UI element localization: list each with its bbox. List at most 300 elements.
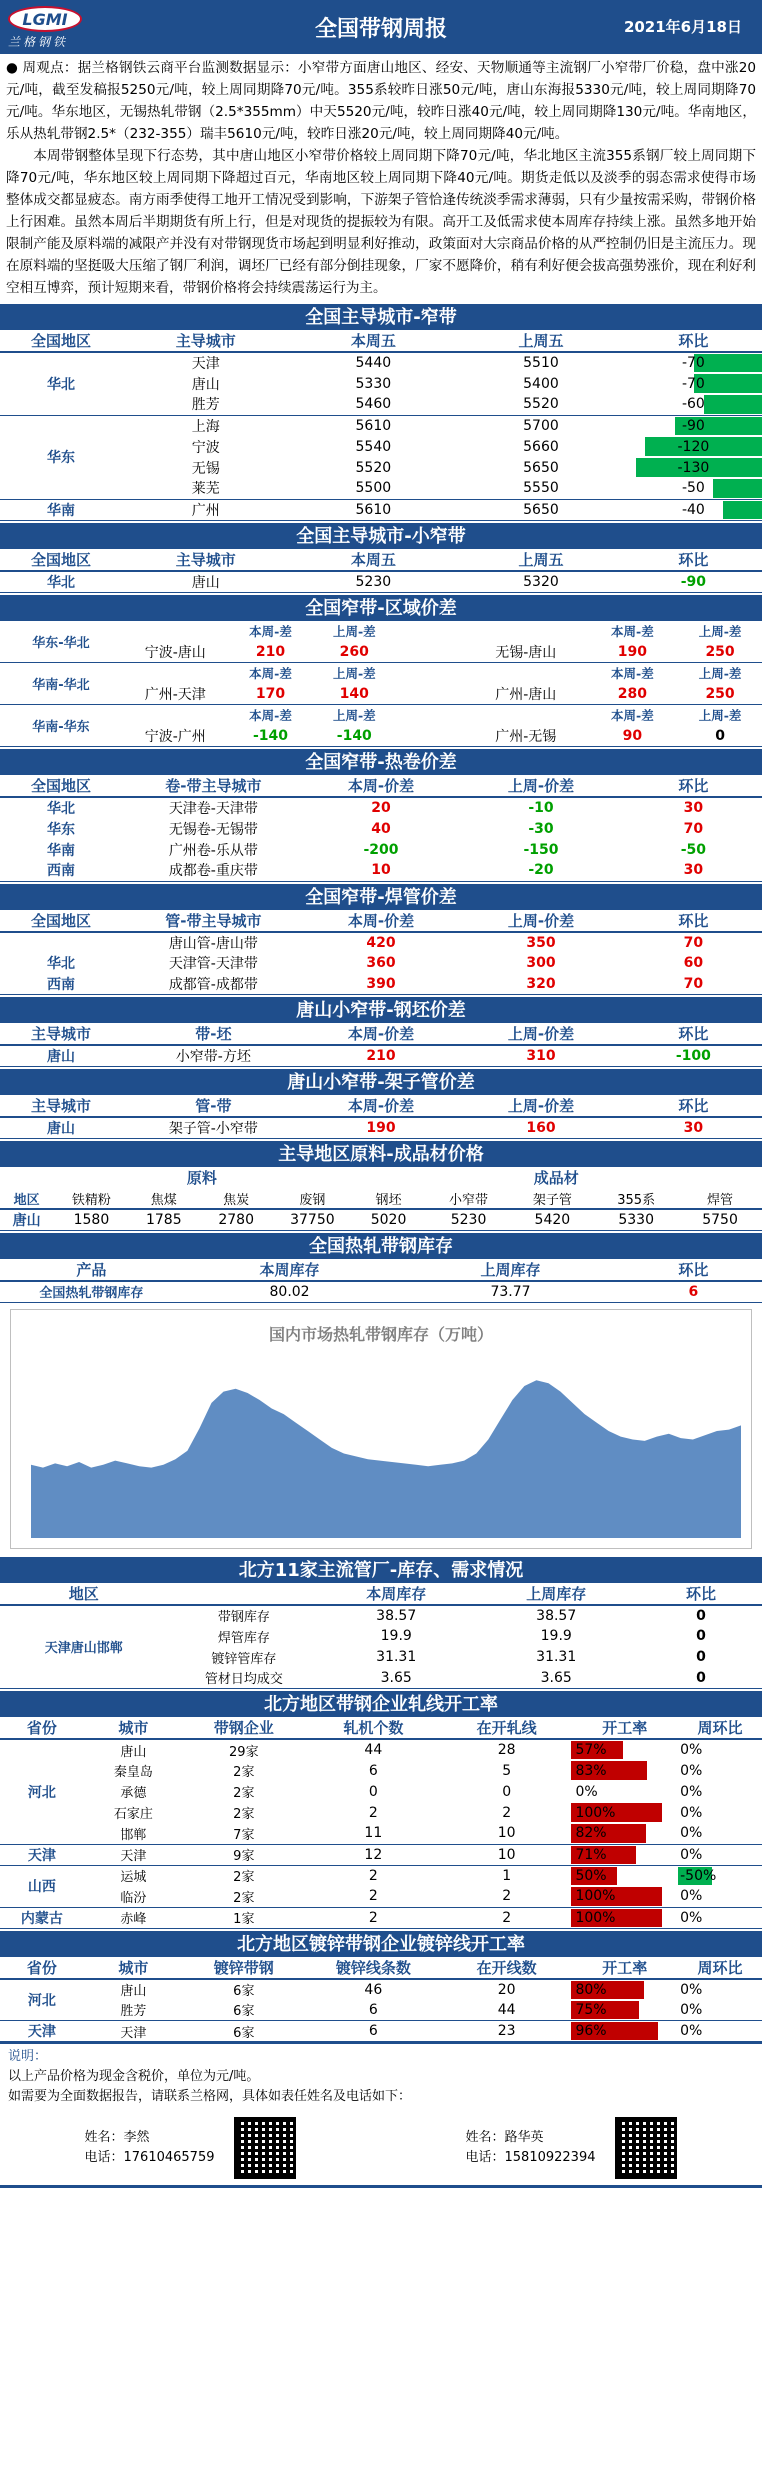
rate-bar-cell — [571, 1886, 678, 1907]
change-cell: -100 — [675, 1048, 711, 1064]
this-week-cell: 80.02 — [269, 1283, 310, 1300]
change-value: -120 — [677, 438, 710, 455]
city-cell: 临汾 — [120, 1890, 147, 1906]
logo-mark: LGMI — [8, 6, 82, 32]
col-header: 上周-价差 — [507, 1025, 575, 1043]
report-title: 全国带钢周报 — [314, 16, 447, 42]
table-row — [0, 953, 762, 974]
col-header: 本周-价差 — [347, 1025, 415, 1043]
company-count-cell: 2家 — [233, 1890, 255, 1906]
table-header-row — [0, 1717, 762, 1739]
col-header: 主导城市 — [175, 550, 236, 569]
week-change-cell — [678, 1865, 762, 1886]
blank-cell — [122, 663, 229, 684]
pair-cell: 宁波-唐山 — [144, 644, 206, 661]
city-cell: 邯郸 — [120, 1827, 147, 1843]
rate-bar-cell — [571, 1823, 678, 1844]
last-week-cell: -10 — [528, 800, 554, 816]
rate-bar-cell — [571, 1781, 678, 1802]
col-header: 本周五 — [350, 550, 396, 569]
price-cell: 5420 — [534, 1212, 571, 1228]
this-week-cell: 19.9 — [380, 1628, 412, 1644]
change-cell: 6 — [688, 1283, 699, 1300]
last-week-cell: 250 — [705, 643, 735, 660]
blank-cell — [396, 684, 465, 705]
this-week-cell: 90 — [622, 727, 643, 744]
city-cell: 唐山 — [46, 1049, 75, 1065]
this-week-cell: 5520 — [355, 459, 392, 476]
pair-cell: 唐山管-唐山带 — [168, 935, 258, 952]
table-header-row — [0, 1957, 762, 1979]
blank-cell — [396, 642, 465, 663]
sub-header: 上周-差 — [698, 666, 742, 682]
change-value: -70 — [681, 375, 705, 392]
table-row — [0, 2000, 762, 2021]
col-header: 主导城市 — [30, 1097, 91, 1115]
line-count-cell: 6 — [368, 2001, 378, 2018]
change-bar — [723, 501, 762, 519]
col-header: 产品 — [76, 1261, 107, 1279]
week-change-cell — [678, 1907, 762, 1928]
change-value: -60 — [681, 396, 705, 413]
table-header-row — [0, 1259, 762, 1281]
change-cell: 30 — [683, 862, 704, 879]
region-cell: 华北 — [46, 801, 75, 817]
week-change-cell — [678, 1739, 762, 1760]
inventory-table — [0, 1259, 762, 1303]
chart-title: 国内市场热轧带钢库存（万吨） — [268, 1324, 493, 1344]
rate-bar-cell — [571, 1865, 678, 1886]
change-bar-cell — [625, 415, 762, 436]
city-cell: 天津 — [120, 2025, 147, 2041]
pair-cell: 天津管-天津带 — [168, 956, 258, 972]
contact-2-phone[interactable]: 电话：15810922394 — [465, 2149, 596, 2165]
table-header-row — [0, 549, 762, 571]
col-header: 本周-价差 — [347, 911, 415, 930]
change-cell: 70 — [683, 934, 704, 951]
line-count-cell: 0 — [368, 1783, 378, 1800]
price-cell: 1580 — [73, 1212, 110, 1228]
city-cell: 石家庄 — [113, 1807, 153, 1822]
open-line-cell: 2 — [502, 1888, 512, 1905]
rate-value: 83% — [575, 1762, 607, 1779]
table-row — [0, 2021, 762, 2042]
this-week-cell: -140 — [252, 727, 288, 744]
col-header: 在开线数 — [476, 1958, 537, 1977]
sub-header: 上周-差 — [332, 666, 376, 682]
region-cell: 华南 — [46, 842, 75, 859]
section-title-welded-pipe-spread: 全国窄带-焊管价差 — [0, 882, 762, 910]
table-header-row — [0, 775, 762, 797]
pair-cell: 广州-无锡 — [495, 728, 557, 745]
col-header: 355系 — [617, 1192, 656, 1208]
city-cell: 运城 — [120, 1870, 147, 1886]
city-cell: 上海 — [191, 418, 220, 435]
col-header: 焊管 — [707, 1192, 734, 1208]
col-header: 全国地区 — [30, 332, 91, 350]
week-change-cell — [678, 1979, 762, 2000]
metric-cell: 镀锌管库存 — [211, 1651, 277, 1667]
province-cell: 天津 — [27, 2024, 56, 2040]
last-week-cell: 73.77 — [490, 1283, 531, 1300]
this-week-cell: 5610 — [355, 417, 392, 434]
city-cell: 唐山 — [120, 1984, 147, 1999]
last-week-cell: 5400 — [523, 375, 559, 392]
week-change-value: 0% — [680, 2023, 703, 2039]
week-change-cell — [678, 1844, 762, 1865]
scaffold-spread-table — [0, 1095, 762, 1139]
last-week-cell: 310 — [526, 1048, 556, 1064]
week-change-value: 0% — [680, 1888, 703, 1905]
col-header: 本周五 — [350, 332, 396, 350]
company-count-cell: 6家 — [233, 1984, 255, 1999]
change-bar-cell — [625, 436, 762, 457]
table-row — [0, 1281, 762, 1302]
col-header: 焦煤 — [150, 1192, 177, 1208]
province-cell: 河北 — [27, 1784, 56, 1801]
inventory-area-chart — [11, 1310, 751, 1548]
open-line-cell: 44 — [497, 2001, 516, 2018]
table-row — [0, 1605, 762, 1626]
section-title-scaffold-spread: 唐山小窄带-架子管价差 — [0, 1067, 762, 1095]
col-header: 省份 — [26, 1958, 57, 1977]
col-header: 管-带主导城市 — [165, 911, 262, 930]
city-cell: 唐山 — [46, 1121, 75, 1137]
last-week-cell: 160 — [526, 1120, 556, 1136]
hot-coil-spread-table — [0, 775, 762, 882]
week-change-cell — [678, 1802, 762, 1823]
table-row — [0, 860, 762, 881]
report-date: 2021年6月18日 — [623, 18, 742, 36]
last-week-cell: 5700 — [523, 417, 559, 434]
this-week-cell: 360 — [366, 955, 396, 971]
change-bar-cell — [625, 478, 762, 499]
line-count-cell: 2 — [368, 1804, 378, 1821]
pair-cell: 成都管-成都带 — [168, 976, 258, 993]
contact-1 — [0, 2117, 381, 2179]
col-header: 本周-价差 — [347, 777, 415, 795]
raw-material-table — [0, 1167, 762, 1231]
rate-bar-cell — [571, 1979, 678, 2000]
line-count-cell: 2 — [368, 1867, 378, 1884]
this-week-cell: 210 — [366, 1048, 396, 1064]
this-week-cell: 5610 — [355, 501, 392, 518]
col-header: 废钢 — [299, 1192, 326, 1208]
col-header: 卷-带主导城市 — [165, 777, 262, 795]
open-line-cell: 2 — [502, 1909, 512, 1926]
last-week-cell: 300 — [526, 955, 556, 971]
this-week-cell: 20 — [371, 800, 391, 816]
week-change-value: 0% — [680, 1804, 703, 1821]
col-header: 带钢企业 — [213, 1719, 274, 1737]
change-value: -70 — [681, 355, 705, 371]
pair-cell: 宁波-广州 — [144, 728, 206, 745]
change-bar-cell — [625, 499, 762, 520]
welded-pipe-spread-table — [0, 910, 762, 996]
last-week-cell: 31.31 — [536, 1649, 577, 1665]
col-header: 环比 — [678, 777, 709, 795]
line-count-cell: 12 — [364, 1846, 383, 1863]
region-pair-cell: 华南-华东 — [32, 720, 90, 735]
price-cell: 5750 — [702, 1212, 738, 1228]
group-header-row — [0, 1167, 762, 1188]
sub-header: 上周-差 — [698, 624, 742, 639]
last-week-cell: 38.57 — [536, 1607, 577, 1624]
price-cell: 1785 — [145, 1212, 182, 1228]
last-week-cell: 140 — [339, 685, 369, 702]
table-row — [0, 1760, 762, 1781]
col-header: 上周库存 — [480, 1261, 541, 1279]
region-pair-cell: 华南-华北 — [32, 678, 90, 693]
contacts — [0, 2110, 762, 2188]
province-cell: 天津 — [27, 1847, 56, 1864]
this-week-cell: 190 — [366, 1120, 396, 1136]
rate-bar-cell — [571, 1844, 678, 1865]
company-count-cell: 7家 — [233, 1827, 255, 1843]
blank-cell — [396, 726, 465, 747]
change-cell: 60 — [683, 955, 704, 971]
section-title-narrow-strip: 全国主导城市-窄带 — [0, 302, 762, 330]
col-header: 上周-价差 — [507, 1097, 575, 1115]
city-cell: 广州 — [191, 502, 220, 519]
table-row — [0, 1209, 762, 1231]
open-line-cell: 2 — [502, 1804, 512, 1821]
this-week-cell: 5440 — [355, 355, 392, 371]
col-header: 主导城市 — [30, 1025, 91, 1043]
region-cell: 唐山 — [12, 1213, 41, 1229]
table-header-row — [0, 1188, 762, 1209]
rate-value: 57% — [575, 1742, 607, 1758]
sub-header: 上周-差 — [332, 624, 376, 639]
rate-value: 50% — [575, 1867, 607, 1884]
rate-bar-cell — [571, 1760, 678, 1781]
week-change-value: 0% — [680, 1825, 703, 1842]
col-header: 上周-价差 — [507, 911, 575, 930]
billet-spread-table — [0, 1023, 762, 1067]
rate-value: 100% — [575, 1888, 616, 1905]
table-row — [0, 1886, 762, 1907]
company-count-cell: 6家 — [233, 2025, 255, 2041]
col-header: 上周-价差 — [507, 777, 575, 795]
col-header: 环比 — [678, 1261, 709, 1279]
col-header: 周环比 — [697, 1958, 743, 1977]
table-row — [0, 818, 762, 839]
sub-header: 本周-差 — [611, 624, 654, 639]
week-change-cell — [678, 1781, 762, 1802]
table-row — [0, 1739, 762, 1760]
week-change-value: 0% — [680, 1762, 703, 1779]
this-week-cell: 280 — [617, 685, 648, 702]
col-header: 镀锌线条数 — [335, 1958, 411, 1977]
city-cell: 莱芜 — [191, 481, 220, 498]
blank-cell — [396, 705, 465, 726]
col-header: 架子管 — [532, 1192, 572, 1208]
col-header: 省份 — [26, 1719, 57, 1737]
line-count-cell: 2 — [368, 1909, 378, 1926]
hot-coil-spread-body — [0, 797, 762, 881]
table-row — [0, 797, 762, 818]
week-change-cell — [678, 1823, 762, 1844]
open-line-cell: 23 — [497, 2023, 516, 2039]
region-cell: 天津唐山邯郸 — [44, 1641, 123, 1657]
table-header-row — [0, 1095, 762, 1117]
col-header: 上周五 — [518, 550, 564, 569]
blank-cell — [465, 705, 587, 726]
welded-pipe-spread-body — [0, 932, 762, 995]
col-header: 开工率 — [602, 1958, 648, 1977]
change-cell: -90 — [680, 573, 707, 590]
this-week-cell: 5330 — [355, 375, 392, 392]
pair-cell: 天津卷-天津带 — [168, 801, 258, 817]
contact-2 — [381, 2117, 762, 2179]
rate-bar-cell — [571, 2000, 678, 2021]
last-week-cell: -30 — [528, 820, 554, 837]
this-week-cell: 3.65 — [380, 1669, 412, 1686]
section-title-pipe-mills: 北方11家主流管厂-库存、需求情况 — [0, 1555, 762, 1583]
this-week-cell: -200 — [363, 841, 399, 858]
sub-header: 本周-差 — [249, 624, 292, 639]
price-cell: 2780 — [218, 1212, 254, 1228]
contact-1-name: 姓名：李然 — [84, 2129, 150, 2145]
table-row — [0, 1865, 762, 1886]
table-header-row — [0, 1583, 762, 1605]
change-bar-cell — [625, 373, 762, 394]
open-line-cell: 10 — [497, 1846, 516, 1863]
section-title-rolling-rate: 北方地区带钢企业轧线开工率 — [0, 1689, 762, 1717]
col-header: 带-坯 — [195, 1025, 232, 1043]
sub-header: 本周-差 — [611, 666, 654, 682]
company-count-cell: 29家 — [229, 1744, 259, 1760]
table-row — [0, 1979, 762, 2000]
col-header: 开工率 — [602, 1719, 648, 1737]
week-change-value: 0% — [680, 1981, 703, 1998]
sub-header: 本周-差 — [249, 708, 292, 724]
table-row — [0, 499, 762, 520]
week-change-cell — [678, 2000, 762, 2021]
company-count-cell: 2家 — [233, 1870, 255, 1886]
region-cell — [0, 932, 122, 953]
pair-cell: 广州-唐山 — [495, 686, 557, 703]
company-count-cell: 2家 — [233, 1765, 255, 1780]
col-header: 周环比 — [697, 1719, 743, 1737]
open-line-cell: 1 — [502, 1867, 512, 1884]
price-cell: 37750 — [290, 1212, 335, 1228]
col-header: 钢坯 — [375, 1192, 402, 1208]
subheader-row — [0, 663, 762, 684]
col-header: 地区 — [68, 1584, 99, 1603]
col-header: 环比 — [678, 1025, 709, 1043]
region-cell: 西南 — [46, 863, 75, 880]
footer-notes — [0, 2042, 762, 2110]
col-header: 本周库存 — [366, 1584, 427, 1603]
table-row — [0, 932, 762, 953]
this-week-cell: 5230 — [355, 573, 392, 590]
col-header: 环比 — [678, 332, 709, 350]
last-week-cell: 5510 — [523, 355, 559, 371]
week-change-value: -50% — [680, 1867, 717, 1884]
region-cell: 华东 — [46, 821, 75, 838]
group-finished-header: 成品材 — [533, 1169, 579, 1187]
price-cell: 5330 — [618, 1212, 654, 1228]
weekly-view — [0, 54, 762, 302]
city-cell: 无锡 — [191, 460, 220, 477]
this-week-cell: 5500 — [355, 480, 392, 497]
city-cell: 唐山 — [120, 1744, 147, 1760]
week-change-cell — [678, 2021, 762, 2042]
metric-cell: 带钢库存 — [217, 1610, 270, 1625]
col-header: 环比 — [678, 911, 709, 930]
section-title-inventory: 全国热轧带钢库存 — [0, 1231, 762, 1259]
rate-bar-cell — [571, 1802, 678, 1823]
qr-code-icon — [615, 2117, 677, 2179]
city-cell: 天津 — [191, 356, 220, 372]
last-week-cell: 0 — [715, 727, 725, 744]
section-title-hot-coil-spread: 全国窄带-热卷价差 — [0, 747, 762, 775]
logo-cn-text: 兰格钢铁 — [8, 35, 69, 49]
company-count-cell: 6家 — [233, 2004, 255, 2020]
sub-header: 本周-差 — [611, 708, 654, 724]
pipe-mills-table — [0, 1583, 762, 1690]
change-cell: 0 — [696, 1669, 706, 1686]
province-cell: 山西 — [27, 1879, 56, 1895]
col-header: 全国地区 — [30, 911, 91, 930]
region-pair-cell: 华东-华北 — [32, 635, 90, 651]
change-cell: 0 — [696, 1628, 706, 1644]
weekly-view-summary: ● 周观点：据兰格钢铁云商平台监测数据显示：小窄带方面唐山地区、经安、天物顺通等主流钢厂小窄带厂价稳，盘中涨20元/吨，截至发稿报5250元/吨，较上周同期降70元/吨。355系较昨日涨50元/吨，唐山东海报5330元/吨，较上周同期降70元/吨。华东地区，无锡热轧带钢（2.5*355mm）中天5520元/吨，较昨日涨40元/吨，较上周同期降130元/吨。华南地区，乐从热轧带钢2.5*（232-355）瑞丰5610元/吨，较昨日涨20元/吨，较上周同期降40元/吨。 — [6, 60, 756, 142]
last-week-cell: 5650 — [523, 501, 559, 518]
subheader-row — [0, 705, 762, 726]
galvanizing-rate-table — [0, 1957, 762, 2043]
change-cell: 70 — [683, 820, 704, 837]
blank-cell — [396, 663, 465, 684]
last-week-cell: 320 — [526, 975, 556, 992]
this-week-cell: 40 — [371, 820, 391, 837]
contact-1-phone[interactable]: 电话：17610465759 — [84, 2149, 215, 2165]
rate-value: 96% — [575, 2023, 607, 2039]
change-bar-cell — [625, 352, 762, 373]
table-header-row — [0, 910, 762, 932]
last-week-cell: 260 — [339, 643, 369, 660]
last-week-cell: 5550 — [523, 480, 559, 497]
contact-2-name: 姓名：路华英 — [465, 2129, 544, 2145]
this-week-cell: 210 — [255, 643, 286, 660]
pair-cell: 无锡卷-无锡带 — [168, 821, 258, 838]
line-count-cell: 6 — [368, 2023, 378, 2039]
col-header: 全国地区 — [30, 550, 91, 569]
table-row — [0, 415, 762, 436]
metric-cell: 管材日均成交 — [204, 1672, 283, 1688]
blank-cell — [465, 663, 587, 684]
table-header-row — [0, 1023, 762, 1045]
last-week-cell: -140 — [336, 727, 372, 744]
col-header: 主导城市 — [175, 332, 236, 350]
last-week-cell: 350 — [526, 934, 556, 951]
last-week-cell: 250 — [705, 685, 735, 702]
rate-value: 100% — [575, 1804, 616, 1821]
rate-value: 82% — [575, 1825, 607, 1842]
region-spread-table — [0, 621, 762, 748]
this-week-cell: 190 — [617, 643, 648, 660]
this-week-cell: 10 — [371, 862, 391, 879]
group-raw-header: 原料 — [186, 1169, 217, 1187]
region-spread-body — [0, 621, 762, 747]
week-change-value: 0% — [680, 1909, 703, 1926]
table-row — [0, 1045, 762, 1067]
city-cell: 宁波 — [191, 439, 220, 456]
rate-bar-cell — [571, 1739, 678, 1760]
pair-cell: 广州卷-乐从带 — [168, 842, 258, 859]
rolling-rate-body — [0, 1739, 762, 1928]
